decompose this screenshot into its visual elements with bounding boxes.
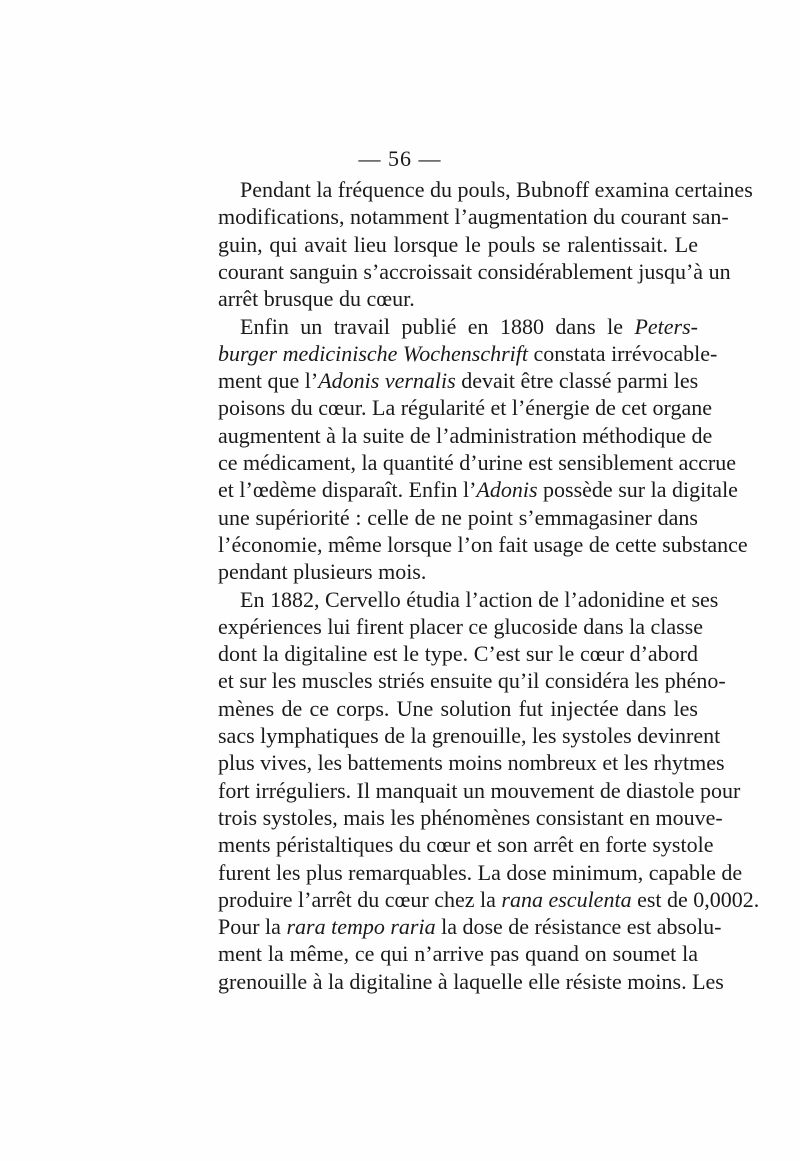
text-line: pendant plusieurs mois. (218, 559, 427, 585)
text-line: mènes de ce corps. Une solution fut injectée dans les (218, 695, 698, 721)
text-line: produire l’arrêt du cœur chez la rana esculenta est de 0,0002. (218, 886, 760, 912)
text-line: ments péristaltiques du cœur et son arrêt en forte systole (218, 832, 714, 858)
text-line: Pendant la fréquence du pouls, Bubnoff examina certaines (240, 177, 753, 202)
text-line: une supériorité : celle de ne point s’emmagasiner dans (218, 504, 698, 530)
text-line: fort irréguliers. Il manquait un mouvement de diastole pour (218, 777, 741, 803)
text-line: l’économie, même lorsque l’on fait usage de cette substance (218, 531, 748, 557)
text-line: et sur les muscles striés ensuite qu’il considéra les phéno- (218, 668, 726, 694)
text-line: et l’œdème disparaît. Enfin l’Adonis possède sur la digitale (218, 477, 738, 503)
text-line: plus vives, les battements moins nombreux et les rhytmes (218, 750, 725, 776)
text-line: ment la même, ce qui n’arrive pas quand on soumet la (218, 941, 698, 967)
text-line: dont la digitaline est le type. C’est sur le cœur d’abord (218, 641, 698, 667)
text-line: burger medicinische Wochenschrift constata irrévocable- (218, 340, 718, 366)
text-line: expériences lui firent placer ce glucoside dans la classe (218, 613, 703, 639)
text-line: ce médicament, la quantité d’urine est sensiblement accrue (218, 450, 736, 475)
text-line: Enfin un travail publié en 1880 dans le Peters- (240, 313, 698, 339)
text-line: courant sanguin s’accroissait considérablement jusqu’à un (218, 258, 731, 284)
text-line: poisons du cœur. La régularité et l’énergie de cet organe (218, 395, 713, 421)
text-line: ment que l’Adonis vernalis devait être classé parmi les (218, 368, 699, 394)
text-line: Pour la rara tempo raria la dose de résistance est absolu- (218, 914, 722, 940)
text-line: guin, qui avait lieu lorsque le pouls se ralentissait. Le (218, 231, 698, 257)
text-line: En 1882, Cervello étudia l’action de l’adonidine et ses (240, 586, 719, 612)
text-line: grenouille à la digitaline à laquelle elle résiste moins. Les (218, 968, 724, 994)
text-line: arrêt brusque du cœur. (218, 286, 415, 312)
page-number: — 56 — (358, 146, 442, 171)
text-line: furent les plus remarquables. La dose minimum, capable de (218, 859, 743, 885)
text-line: augmentent à la suite de l’administration méthodique de (218, 422, 713, 448)
text-line: trois systoles, mais les phénomènes consistant en mouve- (218, 804, 723, 830)
text-line: sacs lymphatiques de la grenouille, les systoles devinrent (218, 723, 721, 748)
text-line: modifications, notamment l’augmentation du courant san- (218, 204, 729, 230)
